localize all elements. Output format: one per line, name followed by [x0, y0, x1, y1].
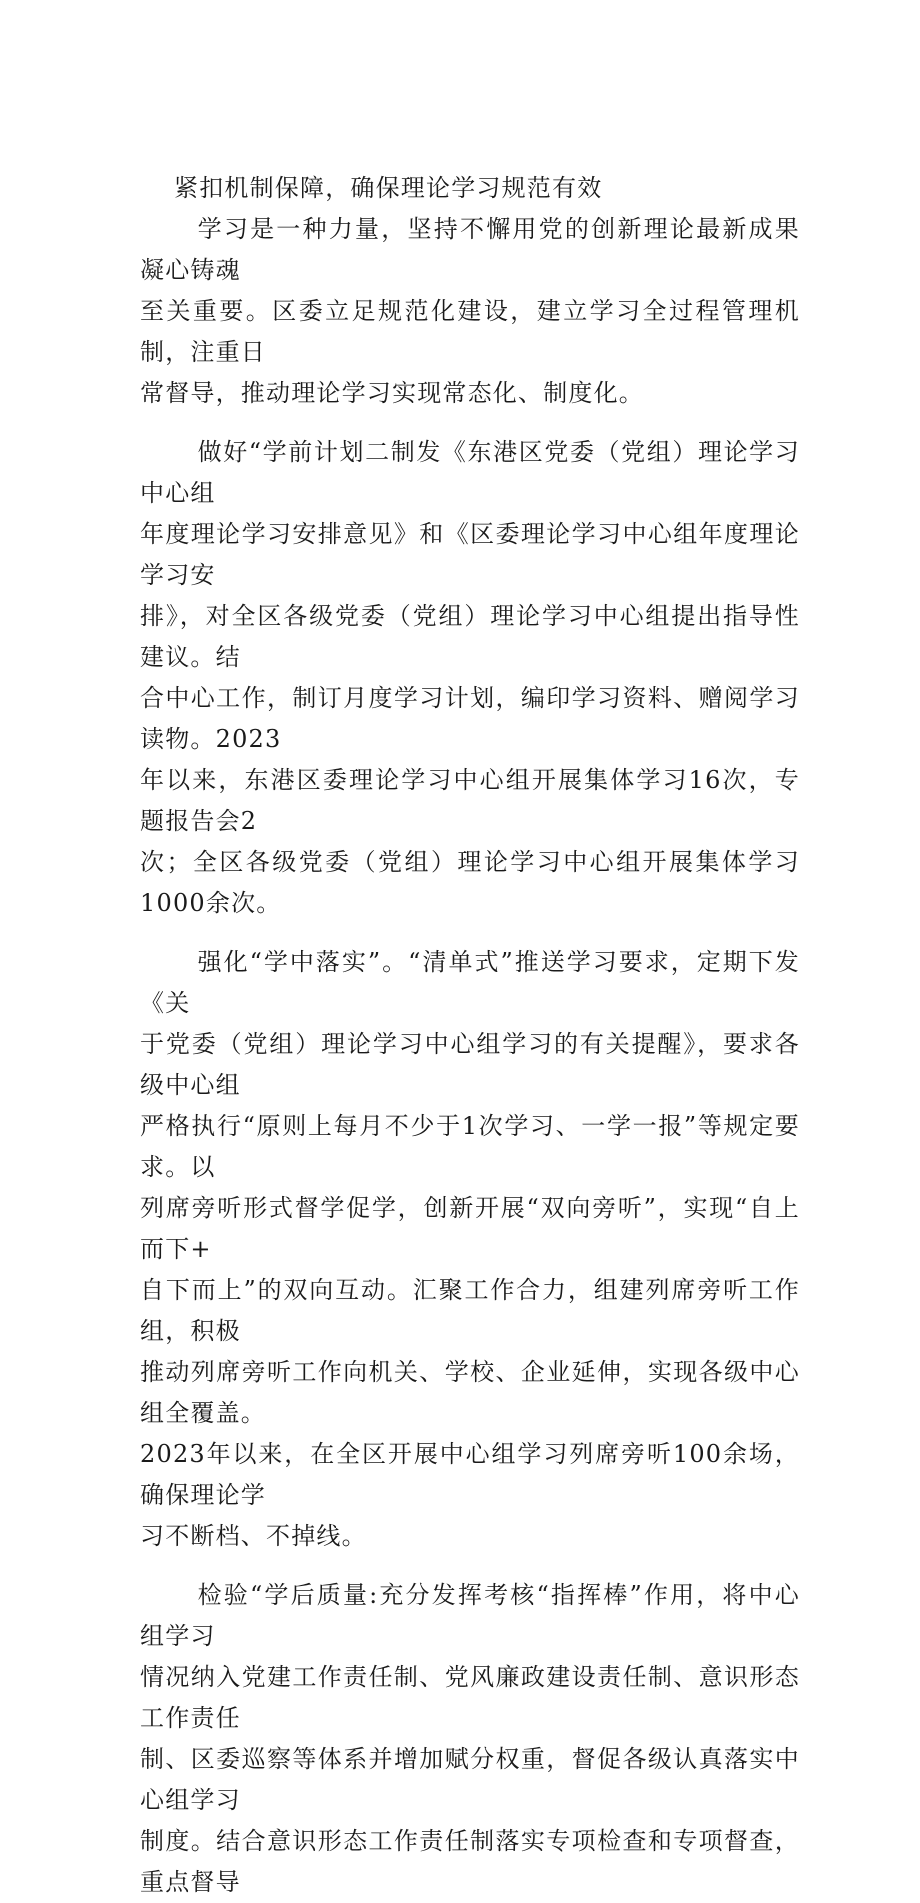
paragraph-line: 次；全区各级党委（党组）理论学习中心组开展集体学习1000余次。	[140, 848, 800, 917]
paragraph-line: 制度。结合意识形态工作责任制落实专项检查和专项督查，重点督导	[140, 1827, 800, 1896]
paragraph-line: 推动列席旁听工作向机关、学校、企业延伸，实现各级中心组全覆盖。	[140, 1358, 800, 1427]
paragraph-2	[140, 432, 800, 924]
paragraph-line: 排》，对全区各级党委（党组）理论学习中心组提出指导性建议。结	[140, 602, 800, 671]
paragraph-line: 强化“学中落实”。“清单式”推送学习要求，定期下发《关	[140, 948, 800, 1017]
paragraph-line: 制、区委巡察等体系并增加赋分权重，督促各级认真落实中心组学习	[140, 1745, 800, 1814]
paragraph-line: 检验“学后质量:充分发挥考核“指挥棒”作用，将中心组学习	[140, 1581, 800, 1650]
paragraph-line: 学习是一种力量，坚持不懈用党的创新理论最新成果凝心铸魂	[140, 215, 800, 284]
paragraph-line: 习不断档、不掉线。	[140, 1522, 367, 1550]
paragraph-1	[140, 209, 800, 414]
paragraph-3	[140, 942, 800, 1557]
paragraph-line: 列席旁听形式督学促学，创新开展“双向旁听”，实现“自上而下+	[140, 1194, 800, 1263]
section-heading: 紧扣机制保障，确保理论学习规范有效	[174, 174, 603, 202]
paragraph-line: 2023年以来，在全区开展中心组学习列席旁听100余场，确保理论学	[140, 1440, 800, 1509]
paragraph-line: 严格执行“原则上每月不少于1次学习、一学一报”等规定要求。以	[140, 1112, 800, 1181]
paragraph-line: 合中心工作，制订月度学习计划，编印学习资料、赠阅学习读物。2023	[140, 684, 800, 753]
paragraph-line: 情况纳入党建工作责任制、党风廉政建设责任制、意识形态工作责任	[140, 1663, 800, 1732]
paragraph-line: 做好“学前计划二制发《东港区党委（党组）理论学习中心组	[140, 438, 800, 507]
paragraph-line: 于党委（党组）理论学习中心组学习的有关提醒》，要求各级中心组	[140, 1030, 800, 1099]
document-body	[140, 168, 800, 1903]
paragraph-line: 常督导，推动理论学习实现常态化、制度化。	[140, 379, 644, 407]
paragraph-line: 年度理论学习安排意见》和《区委理论学习中心组年度理论学习安	[140, 520, 800, 589]
paragraph-line: 年以来，东港区委理论学习中心组开展集体学习16次，专题报告会2	[140, 766, 800, 835]
paragraph-line: 自下而上”的双向互动。汇聚工作合力，组建列席旁听工作组，积极	[140, 1276, 800, 1345]
paragraph-4	[140, 1575, 800, 1903]
paragraph-line: 至关重要。区委立足规范化建设，建立学习全过程管理机制，注重日	[140, 297, 800, 366]
